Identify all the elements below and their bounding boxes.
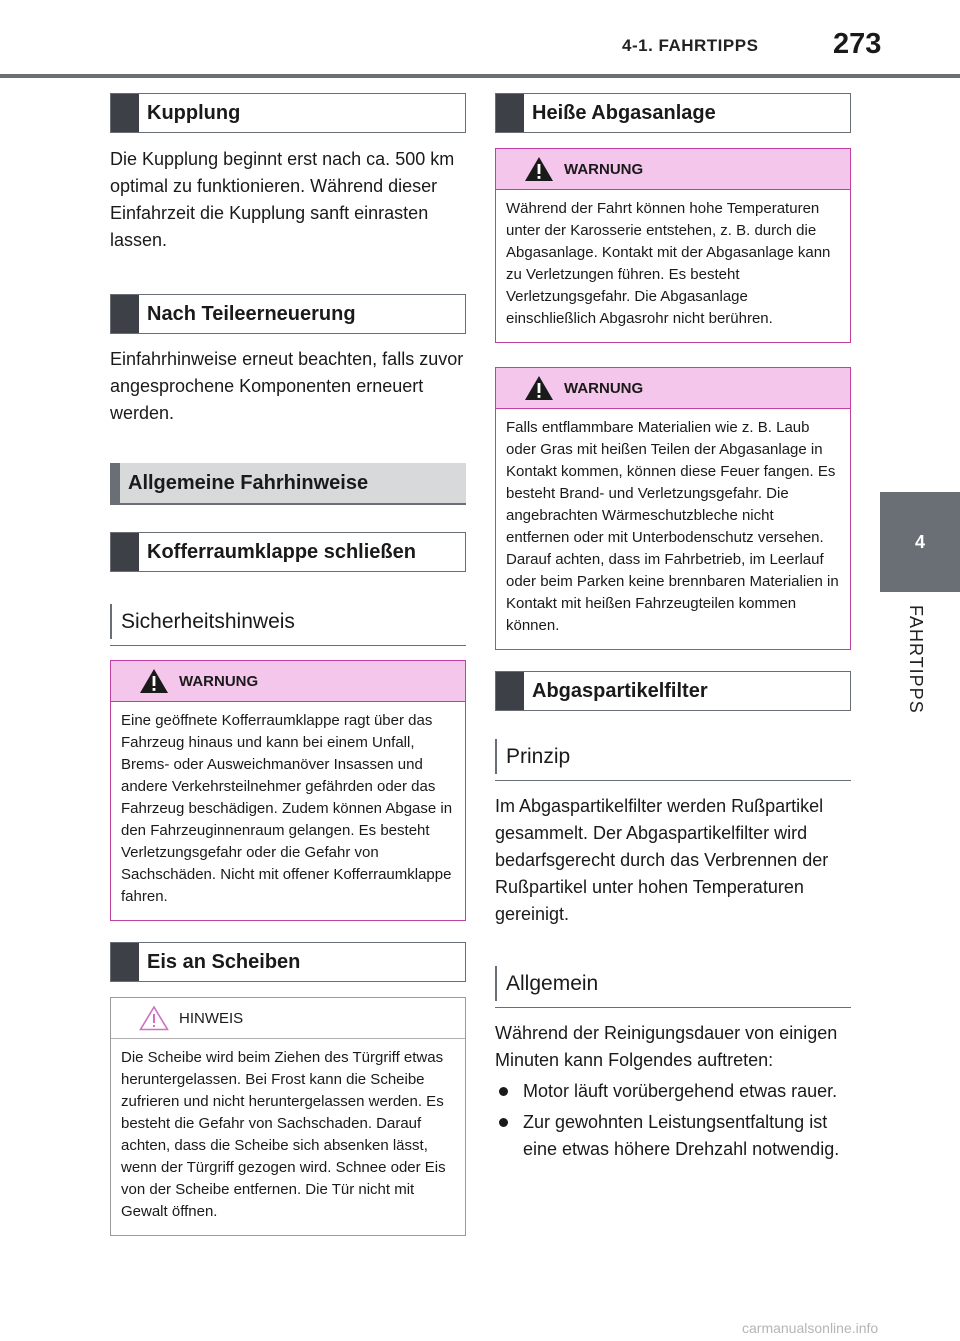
section-bar [111, 943, 139, 981]
warning-box-temperatur [495, 148, 851, 343]
subsection-title: Allgemein [506, 971, 599, 995]
list-item-text: Motor läuft vorübergehend etwas rauer. [523, 1081, 838, 1101]
section-allgemeine-fahrhinweise [110, 463, 466, 505]
warning-header [111, 661, 465, 702]
section-title: Kofferraumklappe schließen [147, 540, 416, 563]
section-title: Nach Teileerneuerung [147, 302, 356, 325]
kupplung-text: Die Kupplung beginnt erst nach ca. 500 km optimal zu funktionieren. Während dieser Einfahrzeit die Kupplung sanft einrasten lassen. [110, 149, 455, 250]
warning-header [496, 149, 850, 190]
section-kupplung [110, 93, 466, 133]
section-heisse-abgasanlage [495, 93, 851, 133]
section-kofferraumklappe [110, 532, 466, 572]
hint-header [111, 998, 465, 1039]
header-section: 4-1. FAHRTIPPS [622, 36, 759, 55]
section-bar [111, 533, 139, 571]
page-number: 273 [833, 28, 882, 60]
hint-box-scheibe [110, 997, 466, 1236]
teileerneuerung-text: Einfahrhinweise erneut beachten, falls zuvor angesprochene Komponenten erneuert werden. [110, 349, 464, 423]
section-bar [496, 94, 524, 132]
subsection-title: Prinzip [506, 744, 571, 768]
subsection-allgemein [495, 960, 851, 1008]
subsection-prinzip [495, 733, 851, 781]
section-title: Allgemeine Fahrhinweise [128, 471, 369, 494]
right-column [495, 93, 851, 1163]
warning-box-brand [495, 367, 851, 650]
section-title: Eis an Scheiben [147, 950, 301, 973]
list-item-text: Zur gewohnten Leistungsentfaltung ist eine etwas höhere Drehzahl notwendig. [523, 1112, 840, 1159]
section-title: Abgaspartikelfilter [532, 679, 708, 702]
bullet-icon [499, 1118, 508, 1127]
section-teileerneuerung [110, 294, 466, 334]
subsection-title: Sicherheitshinweis [121, 609, 295, 633]
section-abgaspartikelfilter [495, 671, 851, 711]
bullet-icon [499, 1087, 508, 1096]
section-title: Kupplung [147, 101, 241, 124]
chapter-tab[interactable] [880, 492, 960, 592]
section-bar [111, 295, 139, 333]
section-eis-an-scheiben [110, 942, 466, 982]
chapter-label: FAHRTIPPS [906, 605, 926, 714]
section-title: Heiße Abgasanlage [532, 101, 716, 124]
warning-triangle-icon [514, 375, 564, 401]
subsection-sicherheitshinweis [110, 598, 466, 646]
warning-box-kofferraum [110, 660, 466, 921]
caution-triangle-icon [129, 1005, 179, 1031]
warning-triangle-icon [129, 668, 179, 694]
watermark: carmanualsonline.info [742, 1320, 879, 1336]
list-item [495, 1078, 851, 1105]
section-bar [111, 94, 139, 132]
left-column [110, 93, 466, 1236]
section-bar [496, 672, 524, 710]
warning-text: Eine geöffnete Kofferraumklappe ragt über das Fahrzeug hinaus und kann bei einem Unfall, Brems- oder Ausweichmanöver Insassen und andere Verkehrsteilnehmer gefährden oder das Fahrzeug beschädigen. Zudem können Abgase in den Fahrzeuginnenraum gelangen. Es besteht Verletzungsgefahr oder die Gefahr von Sachschäden. Nicht mit offener Kofferraumklappe fahren. [121, 712, 453, 905]
hint-text: Die Scheibe wird beim Ziehen des Türgriff etwas heruntergelassen. Bei Frost kann die Scheibe zufrieren und nicht heruntergelassen werden. Es besteht die Gefahr von Sachschaden. Darauf achten, dass die Scheibe sich absenken lässt, wenn der Türgriff gezogen wird. Schnee oder Eis von der Scheibe entfernen. Die Tür nicht mit Gewalt öffnen. [121, 1049, 446, 1220]
warning-header [496, 368, 850, 409]
warning-triangle-icon [514, 156, 564, 182]
warning-label: WARNUNG [564, 379, 644, 397]
warning-label: WARNUNG [179, 672, 259, 690]
section-bar [110, 463, 120, 503]
header-rule [0, 74, 960, 78]
list-item [495, 1109, 851, 1163]
prinzip-text: Im Abgaspartikelfilter werden Rußpartikel gesammelt. Der Abgaspartikelfilter wird bedarfsgerecht durch das Verbrennen der Rußpartikel unter hohen Temperaturen gereinigt. [495, 796, 829, 924]
allgemein-text: Während der Reinigungsdauer von einigen Minuten kann Folgendes auftreten: [495, 1023, 838, 1070]
hint-label: HINWEIS [179, 1009, 244, 1027]
warning-text: Während der Fahrt können hohe Temperaturen unter der Karosserie entstehen, z. B. durch die Abgasanlage. Kontakt mit der Abgasanlage kann zu Verletzungen führen. Es besteht Verletzungsgefahr. Die Abgasanlage einschließlich Abgasrohr nicht berühren. [506, 200, 831, 327]
chapter-number: 4 [914, 531, 925, 552]
warning-text: Falls entflammbare Materialien wie z. B. Laub oder Gras mit heißen Teilen der Abgasanlage in Kontakt kommen, können diese Feuer fangen. Es besteht Brand- und Verletzungsgefahr. Die angebrachten Wärmeschutzbleche nicht entfernen oder mit Unterbodenschutz versehen. Darauf achten, dass im Fahrbetrieb, im Leerlauf oder beim Parken keine brennbaren Materialien in Kontakt mit heißen Fahrzeugteilen kommen können. [506, 419, 839, 634]
warning-label: WARNUNG [564, 160, 644, 178]
